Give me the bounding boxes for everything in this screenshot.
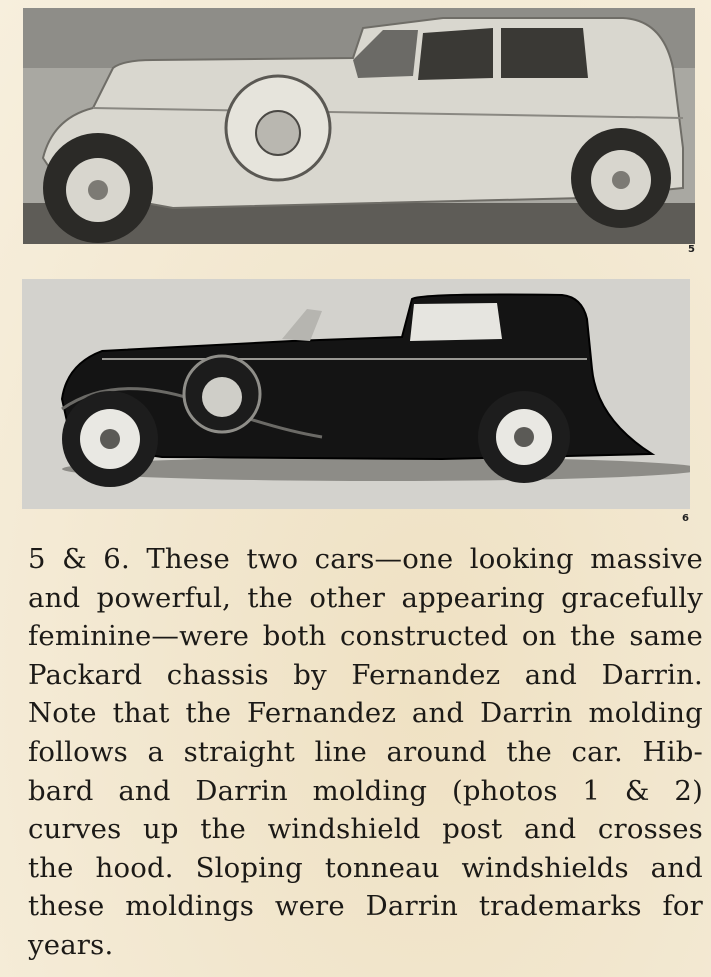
caption-line: 5 & 6. These two cars—one looking massive (28, 543, 703, 575)
caption-line: curves up the windshield post and crosses (28, 813, 703, 846)
caption-line: follows a straight line around the car. Hib- (28, 735, 703, 768)
figure-number-5: 5 (688, 244, 695, 255)
caption-line: Packard chassis by Fernandez and Darrin. (28, 658, 703, 691)
caption-line: feminine—were both constructed on the same (28, 620, 703, 653)
caption-line: years. (28, 928, 114, 961)
car-5-illustration (23, 8, 695, 244)
photo-caption (28, 540, 703, 965)
caption-line: Note that the Fernandez and Darrin molding (28, 697, 703, 730)
caption-line: and powerful, the other appearing gracefully (28, 581, 703, 614)
figure-number-6: 6 (682, 513, 689, 524)
car-6-illustration (22, 279, 690, 509)
photo-car-5 (23, 8, 695, 244)
photo-car-6 (22, 279, 690, 509)
caption-line: the hood. Sloping tonneau windshields and (28, 851, 703, 884)
caption-line: these moldings were Darrin trademarks for (28, 890, 703, 923)
caption-line: bard and Darrin molding (photos 1 & 2) (28, 774, 703, 807)
